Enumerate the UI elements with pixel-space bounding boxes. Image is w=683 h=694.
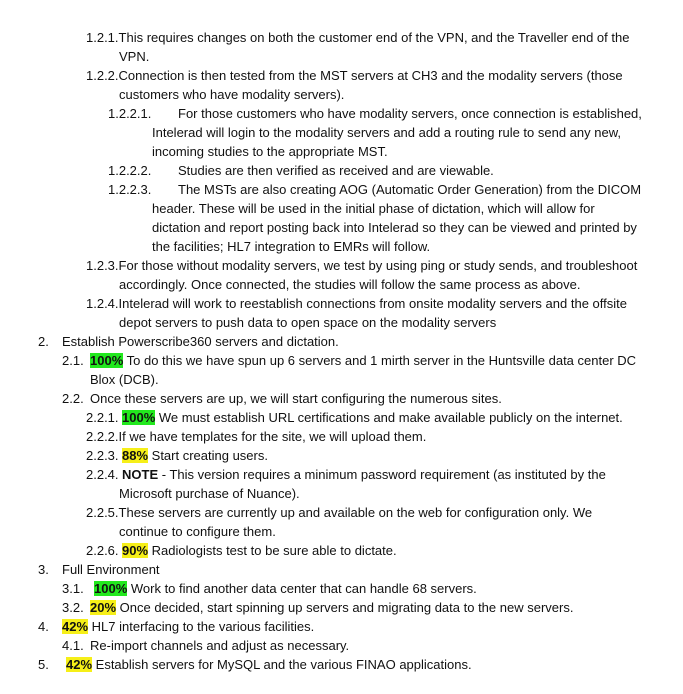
list-item: 2.2.5.These servers are currently up and available on the web for configuration only. We: [86, 505, 593, 520]
list-item-continuation: accordingly. Once connected, the studies will follow the same process as above.: [119, 277, 581, 292]
list-item-continuation: continue to configure them.: [119, 524, 276, 539]
list-item-continuation: Intelerad will login to the modality servers and add a routing rule to send any new,: [152, 125, 621, 140]
list-item-continuation: dictation and report posting back into Intelerad so they can be viewed and printed by: [152, 220, 637, 235]
progress-badge: 100%: [94, 581, 128, 596]
list-item: 1.2.1.This requires changes on both the customer end of the VPN, and the Traveller end of the: [86, 30, 630, 45]
note-label: NOTE: [122, 467, 159, 482]
list-item-continuation: Microsoft purchase of Nuance).: [119, 486, 300, 501]
list-item: 2. Establish Powerscribe360 servers and dictation.: [38, 334, 339, 349]
list-item: 2.2.4. NOTE - This version requires a minimum password requirement (as instituted by the: [86, 467, 606, 482]
progress-badge: 42%: [62, 619, 89, 634]
list-item: 3.2. 20% Once decided, start spinning up servers and migrating data to the new servers.: [62, 600, 574, 615]
list-item-continuation: depot servers to push data to open space on the modality servers: [119, 315, 497, 330]
list-item-continuation: the facilities; HL7 integration to EMRs will follow.: [152, 239, 431, 254]
list-item: 1.2.2.2. Studies are then verified as received and are viewable.: [108, 163, 494, 178]
progress-badge: 90%: [122, 543, 149, 558]
progress-badge: 100%: [90, 353, 124, 368]
list-item: 2.2.1. 100% We must establish URL certifications and make available publicly on the internet.: [86, 410, 623, 425]
progress-badge: 42%: [66, 657, 93, 672]
list-item-continuation: Blox (DCB).: [90, 372, 159, 387]
list-item: 2.2.3. 88% Start creating users.: [86, 448, 268, 463]
list-item: 2.2.2.If we have templates for the site, we will upload them.: [86, 429, 427, 444]
progress-badge: 100%: [122, 410, 156, 425]
list-item: 3.1. 100% Work to find another data center that can handle 68 servers.: [62, 581, 477, 596]
list-item: 1.2.2.3. The MSTs are also creating AOG (Automatic Order Generation) from the DICOM: [108, 182, 642, 197]
list-item-continuation: VPN.: [119, 49, 150, 64]
list-item: 2.2.6. 90% Radiologists test to be sure able to dictate.: [86, 543, 397, 558]
list-item-continuation: header. These will be used in the initial phase of dictation, which will allow for: [152, 201, 595, 216]
list-item: 1.2.2.Connection is then tested from the MST servers at CH3 and the modality servers (those: [86, 68, 623, 83]
list-item: 1.2.2.1. For those customers who have modality servers, once connection is established,: [108, 106, 642, 121]
list-item: 2.2. Once these servers are up, we will start configuring the numerous sites.: [62, 391, 502, 406]
list-item: 1.2.3.For those without modality servers, we test by using ping or study sends, and troubleshoot: [86, 258, 638, 273]
progress-badge: 88%: [122, 448, 149, 463]
list-item: 4. 42% HL7 interfacing to the various facilities.: [38, 619, 315, 634]
list-item: 5. 42% Establish servers for MySQL and the various FINAO applications.: [38, 657, 472, 672]
list-item: 3. Full Environment: [38, 562, 160, 577]
list-item: 4.1. Re-import channels and adjust as necessary.: [62, 638, 350, 653]
list-item: 1.2.4.Intelerad will work to reestablish connections from onsite modality servers and the offsite: [86, 296, 627, 311]
list-item-continuation: incoming studies to the appropriate MST.: [152, 144, 388, 159]
list-item: 2.1. 100% To do this we have spun up 6 servers and 1 mirth server in the Huntsville data center DC: [62, 353, 637, 368]
list-item-continuation: customers who have modality servers).: [119, 87, 345, 102]
progress-badge: 20%: [90, 600, 117, 615]
